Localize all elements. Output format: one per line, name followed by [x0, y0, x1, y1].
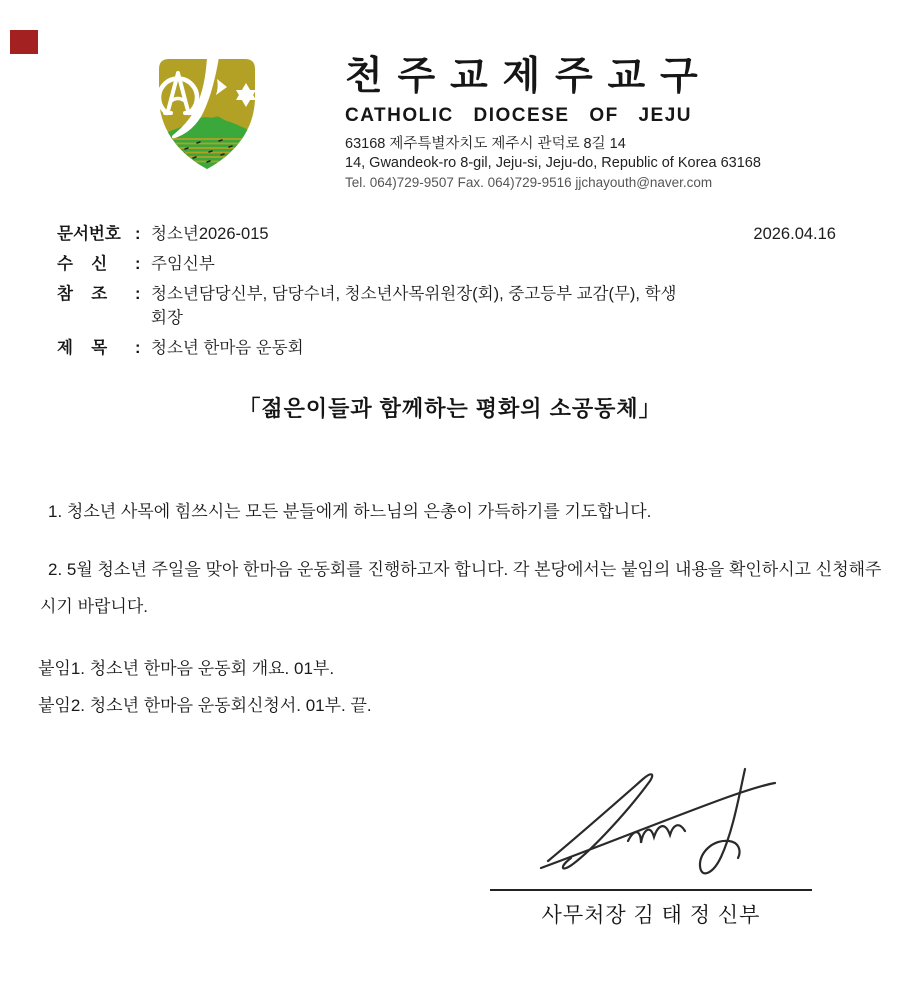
- subject-label: 제 목: [57, 339, 108, 357]
- cc-line-2: 회장: [151, 309, 183, 327]
- org-name-english: CATHOLIC DIOCESE OF JEJU: [345, 104, 693, 126]
- doc-date: 2026.04.16: [753, 225, 836, 243]
- cc-row: [57, 282, 860, 330]
- contact-line: Tel. 064)729-9507 Fax. 064)729-9516 jjchayouth@naver.com: [345, 174, 713, 190]
- colon: :: [135, 285, 141, 303]
- recipient-row: [57, 252, 860, 276]
- letter-headline: 「젊은이들과 함께하는 평화의 소공동체」: [238, 396, 662, 421]
- doc-number-value: 청소년2026-015: [151, 225, 269, 243]
- document-meta: [57, 222, 860, 366]
- address-english: 14, Gwandeok-ro 8-gil, Jeju-si, Jeju-do, Republic of Korea 63168: [345, 154, 761, 171]
- colon: :: [135, 225, 141, 243]
- paragraph-1: 1. 청소년 사목에 힘쓰시는 모든 분들에게 하느님의 은총이 가득하기를 기도합니다.: [48, 502, 652, 521]
- doc-number-row: [57, 222, 860, 246]
- colon: :: [135, 339, 141, 357]
- subject-row: [57, 336, 860, 360]
- attachments: [38, 650, 372, 724]
- cc-value: [151, 282, 676, 330]
- cc-line-1: 청소년담당신부, 담당수녀, 청소년사목위원장(회), 중고등부 교감(무), 학생: [151, 285, 677, 303]
- signature-icon: [533, 761, 783, 886]
- diocese-logo: [147, 55, 267, 173]
- doc-number-label: 문서번호: [57, 225, 121, 243]
- letterhead: [345, 57, 765, 192]
- signature-line: [490, 889, 812, 891]
- cc-label: 참 조: [57, 285, 108, 303]
- recipient-label: 수 신: [57, 255, 108, 273]
- colon: :: [135, 255, 141, 273]
- recipient-value: 주임신부: [151, 255, 215, 273]
- signer-name: 사무처장 김 태 정 신부: [541, 904, 761, 927]
- address-korean: 63168 제주특별자치도 제주시 관덕로 8길 14: [345, 135, 626, 152]
- subject-value: 청소년 한마음 운동회: [151, 339, 304, 357]
- org-name-korean: 천 주 교 제 주 교 구: [345, 55, 700, 98]
- paragraph-2: 2. 5월 청소년 주일을 맞아 한마음 운동회를 진행하고자 합니다. 각 본당에서는 붙임의 내용을 확인하시고 신청해주시기 바랍니다.: [40, 560, 882, 616]
- attachment-1: 붙임1. 청소년 한마음 운동회 개요. 01부.: [38, 659, 335, 678]
- attachment-2: 붙임2. 청소년 한마음 운동회신청서. 01부. 끝.: [38, 696, 372, 715]
- red-mark: [10, 30, 38, 54]
